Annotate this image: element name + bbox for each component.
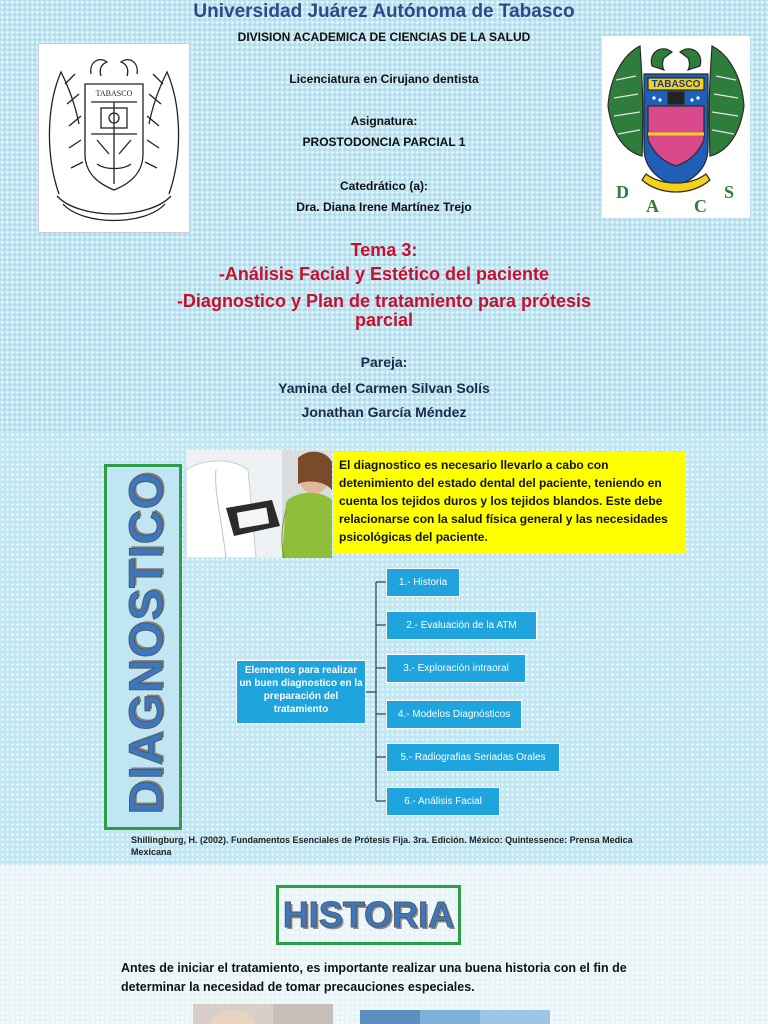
- step-modelos-diagnosticos: 4.- Modelos Diagnósticos: [386, 700, 522, 729]
- bottom-left-photo: [193, 1004, 333, 1024]
- team-member-2: Jonathan García Méndez: [301, 404, 467, 420]
- history-slide: [0, 865, 768, 1024]
- seal-letter-s: S: [724, 182, 735, 202]
- historia-description: Antes de iniciar el tratamiento, es importante realizar una buena historia con el fin de determinar la necesidad de tomar precauciones especiales.: [121, 961, 627, 994]
- seal-left-label: TABASCO: [95, 89, 133, 98]
- division-name: DIVISION ACADEMICA DE CIENCIAS DE LA SALUD: [237, 30, 531, 44]
- seal-letter-d: D: [616, 182, 629, 202]
- university-title: Universidad Juárez Autónoma de Tabasco: [193, 1, 575, 22]
- university-seal-logo: [38, 43, 190, 233]
- diagnostic-description: El diagnostico es necesario llevarlo a cabo con detenimiento del estado dental del paciente, teniendo en cuenta los tejidos duros y los tejidos blandos. Este debe relacionarse con la salud física general y las necesidades psicológicas del paciente.: [333, 452, 686, 554]
- eagle-seal-icon: [39, 44, 189, 232]
- seal-letter-c: C: [694, 196, 707, 216]
- step-analisis-facial: 6.- Análisis Facial: [386, 787, 500, 816]
- subject-name: PROSTODONCIA PARCIAL 1: [302, 135, 466, 149]
- historia-title-frame: [276, 885, 461, 945]
- topic-number: Tema 3:: [350, 240, 418, 260]
- team-member-1: Yamina del Carmen Silvan Solís: [278, 380, 490, 396]
- historia-title: HISTORIA: [282, 894, 455, 935]
- step-evaluacion-atm: 2.- Evaluación de la ATM: [386, 611, 537, 640]
- topic-line-3: parcial: [354, 310, 414, 330]
- professor-label: Catedrático (a):: [339, 179, 428, 193]
- seal-right-label: TABASCO: [651, 79, 701, 90]
- topic-line-1: -Análisis Facial y Estético del paciente: [218, 264, 550, 284]
- step-radiografias: 5.- Radiografias Seriadas Orales: [386, 743, 560, 772]
- bottom-right-photo: [360, 1010, 550, 1024]
- seal-letter-a: A: [646, 196, 659, 216]
- topic-line-2: -Diagnostico y Plan de tratamiento para prótesis: [176, 291, 592, 311]
- team-label: Pareja:: [360, 354, 408, 370]
- career-name: Licenciatura en Cirujano dentista: [289, 72, 479, 86]
- title-slide: [0, 0, 768, 432]
- subject-label: Asignatura:: [350, 114, 418, 128]
- diagnostic-vertical-title: DIAGNOSTICO: [118, 471, 172, 815]
- professor-name: Dra. Diana Irene Martínez Trejo: [296, 200, 472, 214]
- diagnostic-slide: [0, 432, 768, 865]
- diagnostic-elements-box: Elementos para realizar un buen diagnostico en la preparación del tratamiento: [236, 660, 366, 724]
- bibliographic-reference: Shillingburg, H. (2002). Fundamentos Esenciales de Prótesis Fija. 3ra. Edición. México: Quintessence: Prensa Medica Mexicana: [131, 835, 633, 857]
- step-historia: 1.- Historia: [386, 568, 460, 597]
- tree-connector-lines: [0, 432, 768, 865]
- dacs-eagle-icon: [602, 36, 750, 218]
- step-exploracion-intraoral: 3.- Exploración intraoral: [386, 654, 526, 683]
- dacs-seal-logo: [602, 36, 750, 218]
